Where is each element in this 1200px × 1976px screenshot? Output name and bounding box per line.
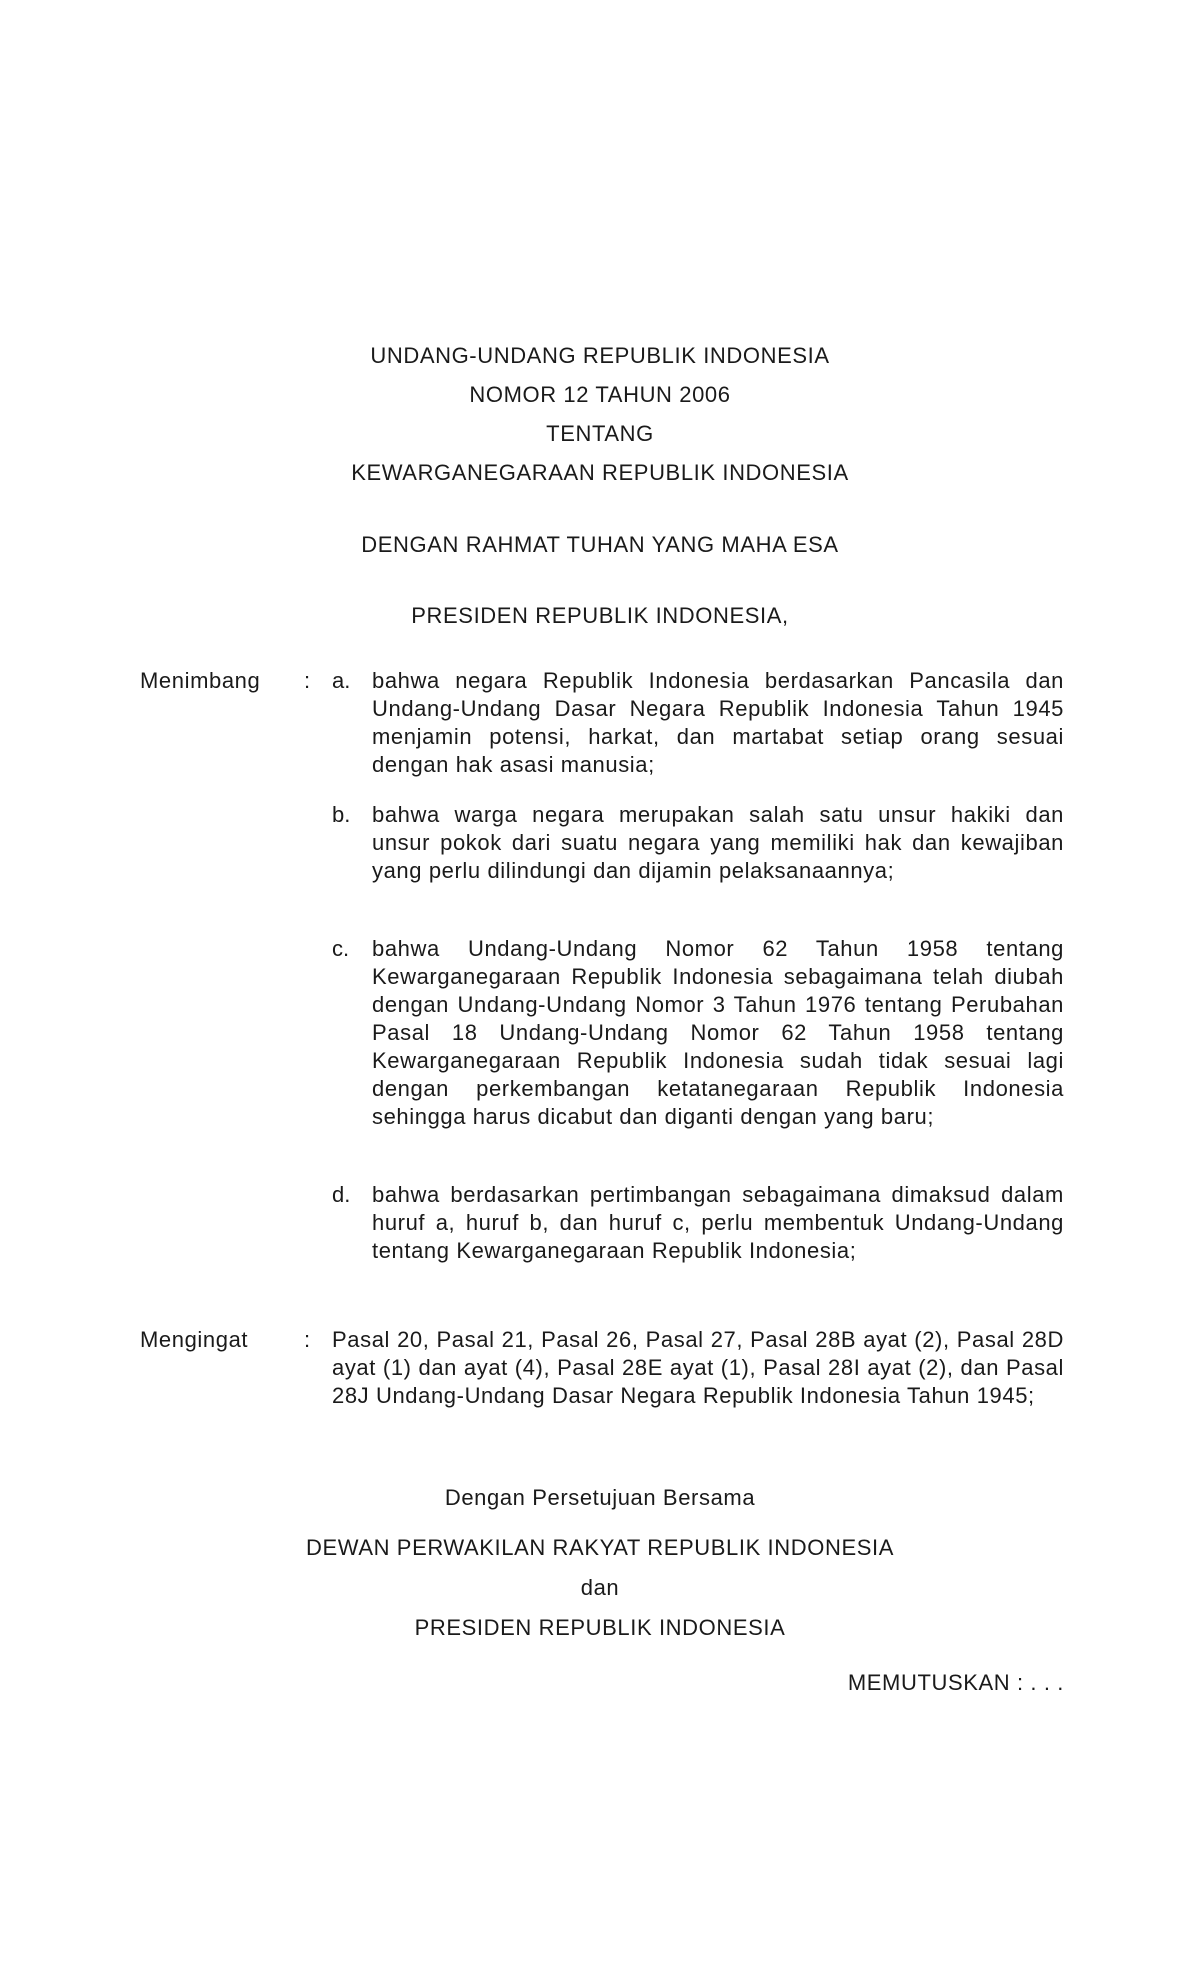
menimbang-colon: : [304, 668, 311, 693]
presiden-line: PRESIDEN REPUBLIK INDONESIA, [411, 603, 789, 628]
item-text-c: bahwa Undang-Undang Nomor 62 Tahun 1958 tentang Kewarganegaraan Republik Indonesia sebagaimana telah diubah dengan Undang-Undang Nomor 3 Tahun 1976 tentang Perubahan Pasal 18 Undang-Undang Nomor 62 Tahun 1958 tentang Kewarganegaraan Republik Indonesia sudah tidak sesuai lagi dengan perkembangan ketatanegaraan Republik Indonesia sehingga harus dicabut dan diganti dengan yang baru; [372, 936, 1064, 1129]
dan-line: dan [580, 1575, 620, 1600]
law-subject: KEWARGANEGARAAN REPUBLIK INDONESIA [351, 460, 849, 485]
item-letter-c: c. [332, 936, 350, 961]
persetujuan-line: Dengan Persetujuan Bersama [444, 1485, 756, 1510]
item-text-d: bahwa berdasarkan pertimbangan sebagaimana dimaksud dalam huruf a, huruf b, dan huruf c, perlu membentuk Undang-Undang tentang Kewarganegaraan Republik Indonesia; [372, 1182, 1064, 1263]
item-text-b: bahwa warga negara merupakan salah satu unsur hakiki dan unsur pokok dari suatu negara yang memiliki hak dan kewajiban yang perlu dilindungi dan dijamin pelaksanaannya; [372, 802, 1064, 883]
menimbang-label: Menimbang [140, 668, 261, 693]
law-number: NOMOR 12 TAHUN 2006 [469, 382, 731, 407]
presiden-bersama-line: PRESIDEN REPUBLIK INDONESIA [414, 1615, 786, 1640]
item-text-a: bahwa negara Republik Indonesia berdasarkan Pancasila dan Undang-Undang Dasar Negara Republik Indonesia Tahun 1945 menjamin potensi, harkat, dan martabat setiap orang sesuai dengan hak asasi manusia; [372, 668, 1064, 777]
mengingat-colon: : [304, 1327, 311, 1352]
item-letter-b: b. [332, 802, 351, 827]
dpr-line: DEWAN PERWAKILAN RAKYAT REPUBLIK INDONESIA [306, 1535, 894, 1560]
rahmat-line: DENGAN RAHMAT TUHAN YANG MAHA ESA [361, 532, 839, 557]
item-letter-a: a. [332, 668, 351, 693]
mengingat-text: Pasal 20, Pasal 21, Pasal 26, Pasal 27, Pasal 28B ayat (2), Pasal 28D ayat (1) dan ayat (4), Pasal 28E ayat (1), Pasal 28I ayat (2), dan Pasal 28J Undang-Undang Dasar Negara Republik Indonesia Tahun 1945; [332, 1327, 1064, 1408]
law-tentang: TENTANG [546, 421, 654, 446]
mengingat-label: Mengingat [140, 1327, 249, 1352]
item-letter-d: d. [332, 1182, 351, 1207]
law-title: UNDANG-UNDANG REPUBLIK INDONESIA [370, 343, 830, 368]
memutuskan-line: MEMUTUSKAN : . . . [847, 1670, 1064, 1695]
